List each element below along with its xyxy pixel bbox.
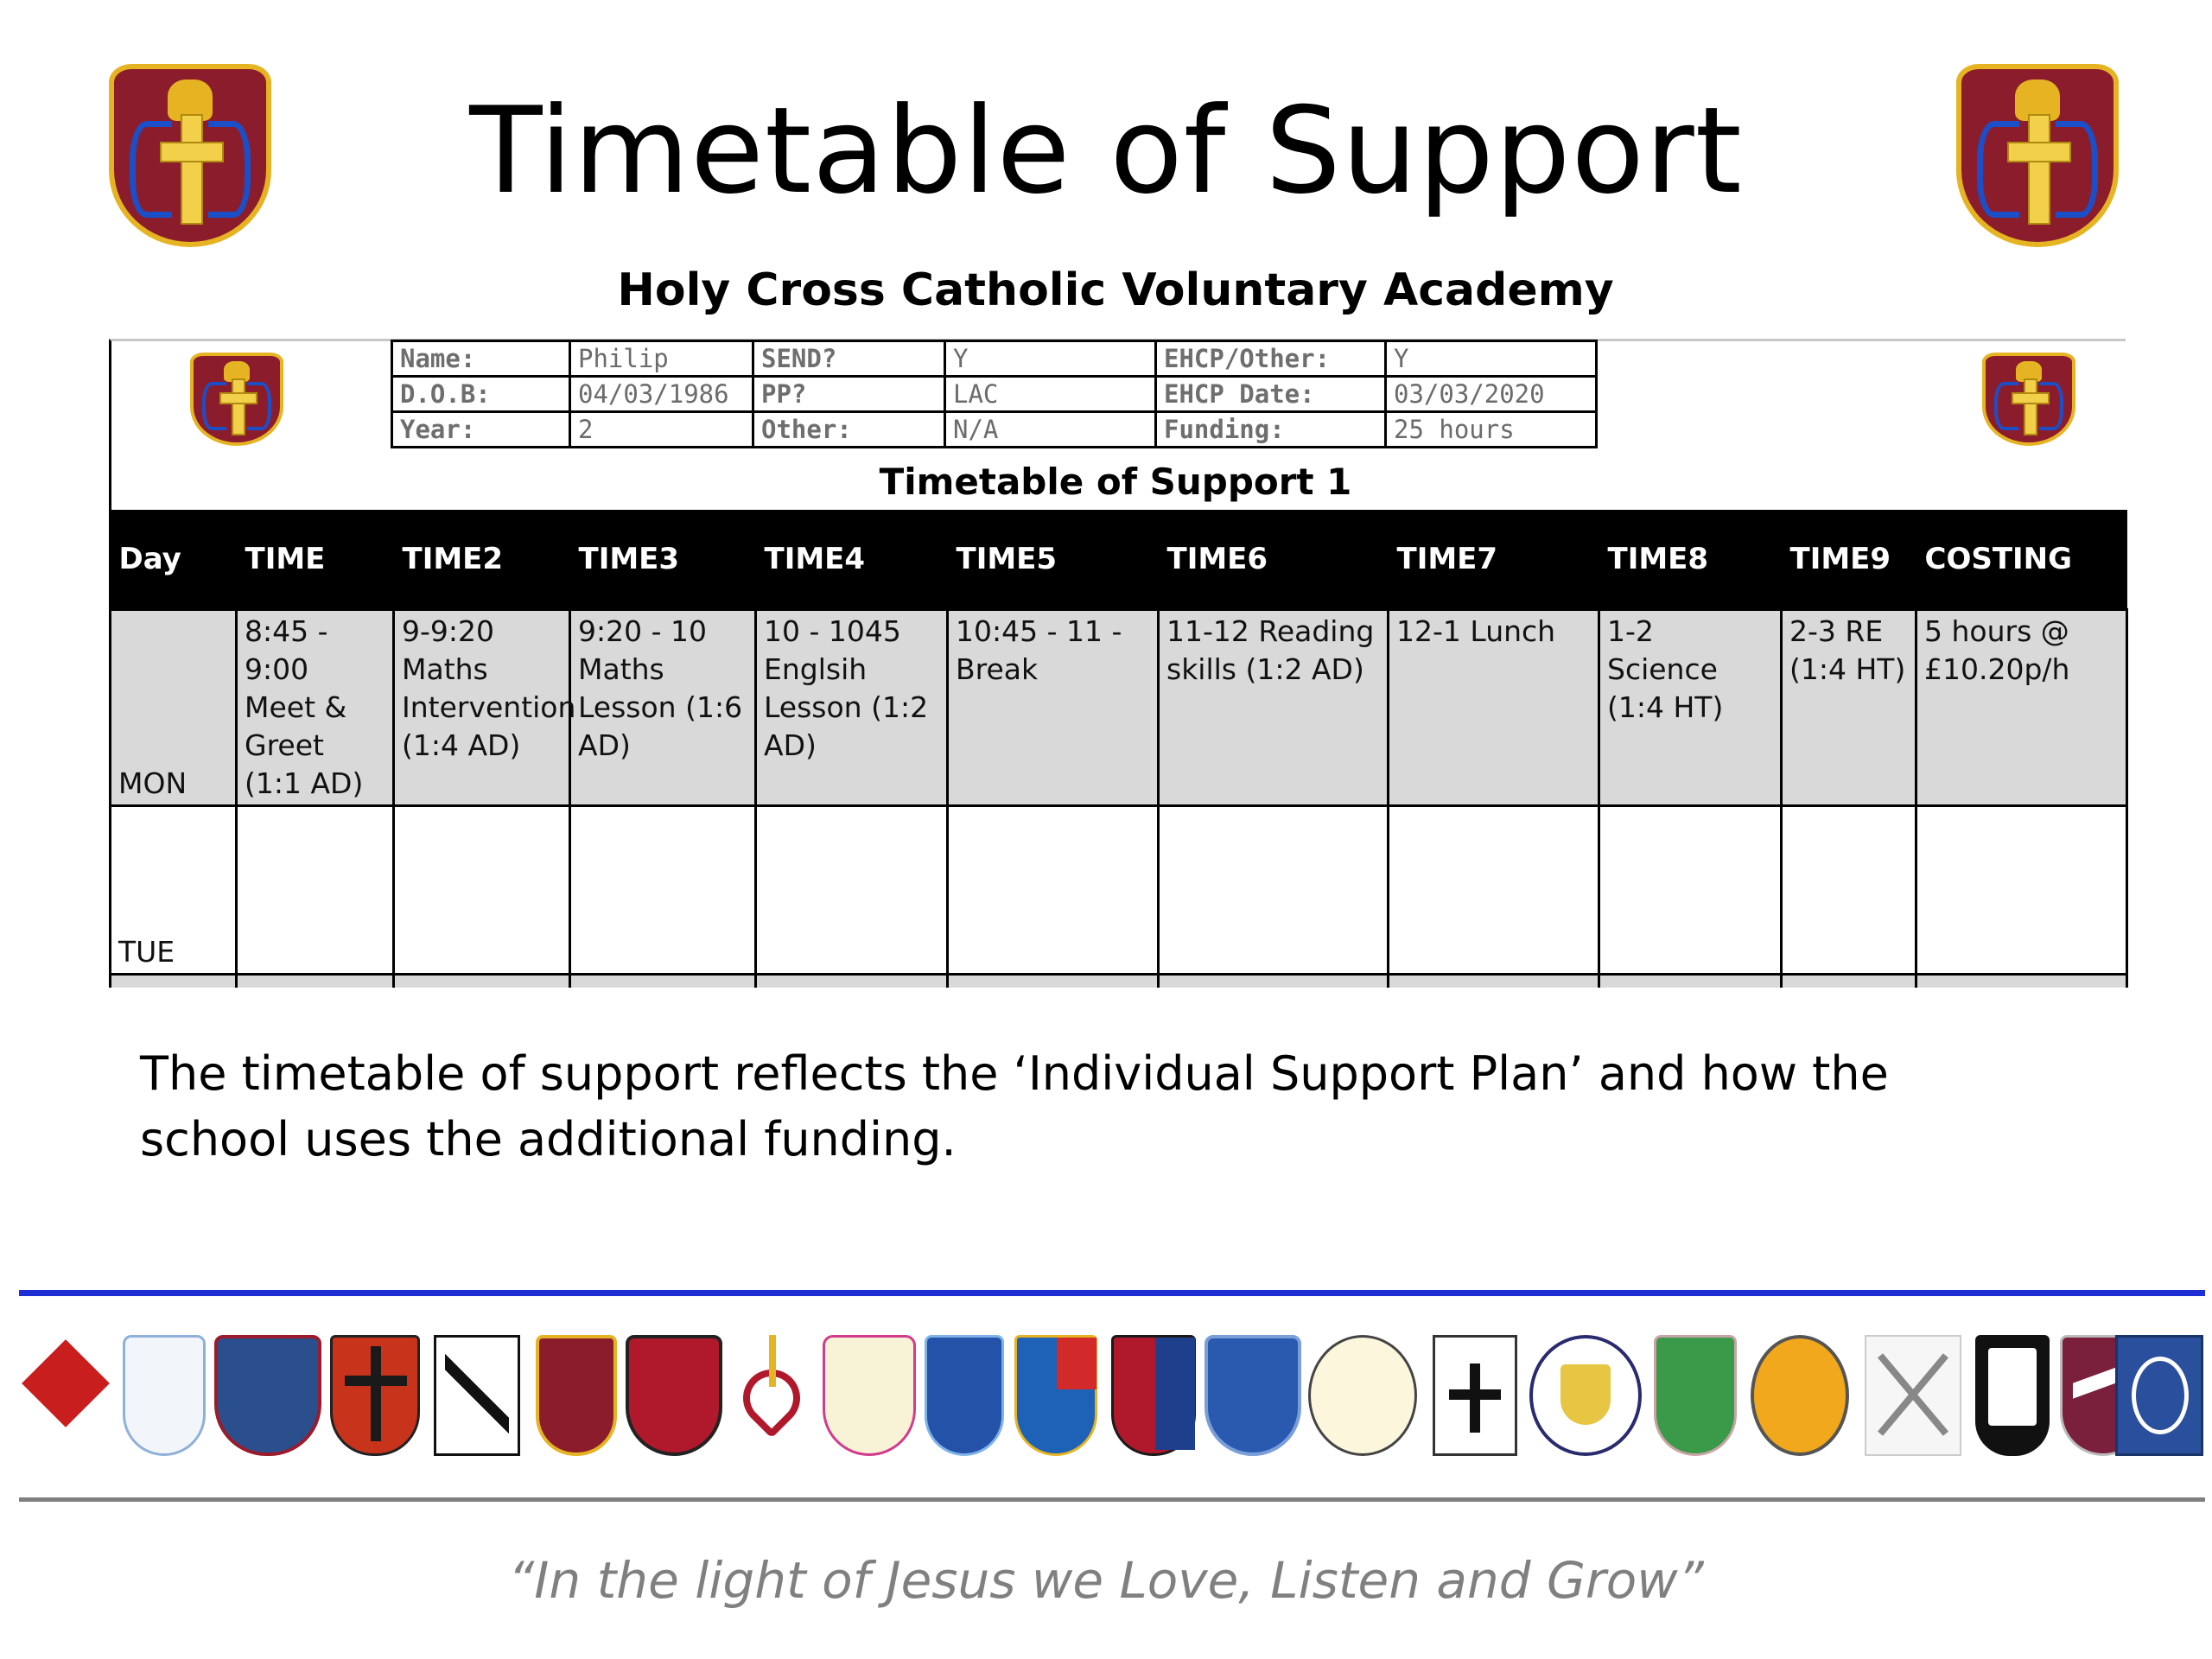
footer-divider-blue bbox=[19, 1290, 2205, 1296]
info-value: 03/03/2020 bbox=[1386, 377, 1597, 412]
info-row bbox=[392, 341, 1597, 377]
table-cell bbox=[948, 806, 1159, 975]
stag-crest-icon bbox=[214, 1335, 321, 1456]
info-label: PP? bbox=[753, 377, 945, 412]
cross-shield-crest-icon bbox=[330, 1335, 420, 1456]
table-cell: 1-2 Science (1:4 HT) bbox=[1599, 610, 1782, 806]
js-monogram-crest-icon bbox=[1205, 1335, 1301, 1456]
info-value: Y bbox=[1386, 341, 1597, 377]
info-label: Other: bbox=[753, 412, 945, 448]
partner-schools-logo-row bbox=[26, 1335, 2203, 1465]
star-cross-crest-icon bbox=[1433, 1335, 1517, 1456]
column-header: TIME7 bbox=[1389, 510, 1599, 610]
column-header: TIME2 bbox=[394, 510, 570, 610]
lion-shield-crest-icon bbox=[1014, 1335, 1097, 1456]
column-header: COSTING bbox=[1916, 510, 2127, 610]
table-cell: 9-9:20 Maths Intervention (1:4 AD) bbox=[394, 610, 570, 806]
info-label: SEND? bbox=[753, 341, 945, 377]
info-value: N/A bbox=[945, 412, 1156, 448]
info-row bbox=[392, 412, 1597, 448]
table-cell: 12-1 Lunch bbox=[1389, 610, 1599, 806]
table-cell bbox=[1389, 806, 1599, 975]
info-label: EHCP/Other: bbox=[1156, 341, 1386, 377]
dominican-cross-crest-icon bbox=[434, 1335, 520, 1456]
info-label: Year: bbox=[392, 412, 570, 448]
crossed-swords-crest-icon bbox=[1865, 1335, 1961, 1456]
table-cell: 11-12 Reading skills (1:2 AD) bbox=[1159, 610, 1389, 806]
table-cell bbox=[237, 806, 394, 975]
info-label: D.O.B: bbox=[392, 377, 570, 412]
heart-cross-logo-icon bbox=[731, 1335, 814, 1456]
table-row-cutoff bbox=[111, 975, 2127, 988]
saint-marys-loughborough-crest-icon bbox=[1529, 1335, 1642, 1456]
info-value: 25 hours bbox=[1386, 412, 1597, 448]
academy-name: Holy Cross Catholic Voluntary Academy bbox=[617, 264, 1614, 316]
info-label: Name: bbox=[392, 341, 570, 377]
table-cell: 8:45 - 9:00 Meet & Greet (1:1 AD) bbox=[237, 610, 394, 806]
holy-cross-crest-left-icon bbox=[109, 64, 271, 247]
info-label: EHCP Date: bbox=[1156, 377, 1386, 412]
form-crest-left-icon bbox=[190, 353, 283, 446]
day-cell: TUE bbox=[111, 806, 237, 975]
table-cell: 10:45 - 11 - Break bbox=[948, 610, 1159, 806]
info-row bbox=[392, 377, 1597, 412]
description-text: The timetable of support reflects the ‘Individual Support Plan’ and how the school uses the additional funding. bbox=[140, 1046, 1889, 1166]
holy-cross-crest-right-icon bbox=[1956, 64, 2119, 247]
table-cell: 2-3 RE (1:4 HT) bbox=[1782, 610, 1916, 806]
christus-rex-crest-icon bbox=[123, 1335, 206, 1456]
st-john-fisher-crest-icon bbox=[1111, 1335, 1196, 1456]
column-header: TIME9 bbox=[1782, 510, 1916, 610]
flower-circle-logo-icon bbox=[1308, 1335, 1417, 1456]
info-value: 04/03/1986 bbox=[570, 377, 753, 412]
school-motto: “In the light of Jesus we Love, Listen and Grow” bbox=[508, 1551, 1704, 1610]
table-cell bbox=[570, 806, 756, 975]
table-cell bbox=[1916, 806, 2127, 975]
table-cell: 5 hours @ £10.20p/h bbox=[1916, 610, 2127, 806]
timetable-title: Timetable of Support 1 bbox=[879, 461, 1352, 503]
table-row bbox=[111, 806, 2127, 975]
table-cell bbox=[1599, 806, 1782, 975]
holy-cross-crest-icon bbox=[536, 1335, 617, 1456]
info-value: 2 bbox=[570, 412, 753, 448]
st-charles-crest-icon bbox=[823, 1335, 916, 1456]
green-saint-crest-icon bbox=[1654, 1335, 1737, 1456]
timetable bbox=[109, 510, 2128, 988]
form-crest-right-icon bbox=[1982, 353, 2075, 446]
info-value: LAC bbox=[945, 377, 1156, 412]
column-header: TIME3 bbox=[570, 510, 756, 610]
table-cell bbox=[1782, 806, 1916, 975]
table-cell bbox=[394, 806, 570, 975]
table-cell bbox=[756, 806, 948, 975]
table-cell: 9:20 - 10 Maths Lesson (1:6 AD) bbox=[570, 610, 756, 806]
column-header: TIME bbox=[237, 510, 394, 610]
footer-divider-grey bbox=[19, 1497, 2205, 1502]
school-crest-1-icon bbox=[26, 1335, 105, 1456]
info-value: Y bbox=[945, 341, 1156, 377]
sacred-heart-crest-icon bbox=[626, 1335, 722, 1456]
info-label: Funding: bbox=[1156, 412, 1386, 448]
column-header: TIME5 bbox=[948, 510, 1159, 610]
info-value: Philip bbox=[570, 341, 753, 377]
table-cell bbox=[1159, 806, 1389, 975]
column-header: TIME8 bbox=[1599, 510, 1782, 610]
orange-circle-crest-icon bbox=[1751, 1335, 1849, 1456]
pupil-info-table bbox=[391, 340, 1598, 448]
timetable-header-row bbox=[111, 510, 2127, 610]
table-cell: 10 - 1045 Englsih Lesson (1:2 AD) bbox=[756, 610, 948, 806]
st-clares-crest-icon bbox=[925, 1335, 1004, 1456]
table-row bbox=[111, 610, 2127, 806]
page-title: Timetable of Support bbox=[469, 81, 1743, 220]
day-cell: MON bbox=[111, 610, 237, 806]
blue-celtic-knot-icon bbox=[2115, 1335, 2203, 1456]
sp-monogram-crest-icon bbox=[1975, 1335, 2050, 1456]
column-header: Day bbox=[111, 510, 237, 610]
column-header: TIME6 bbox=[1159, 510, 1389, 610]
column-header: TIME4 bbox=[756, 510, 948, 610]
